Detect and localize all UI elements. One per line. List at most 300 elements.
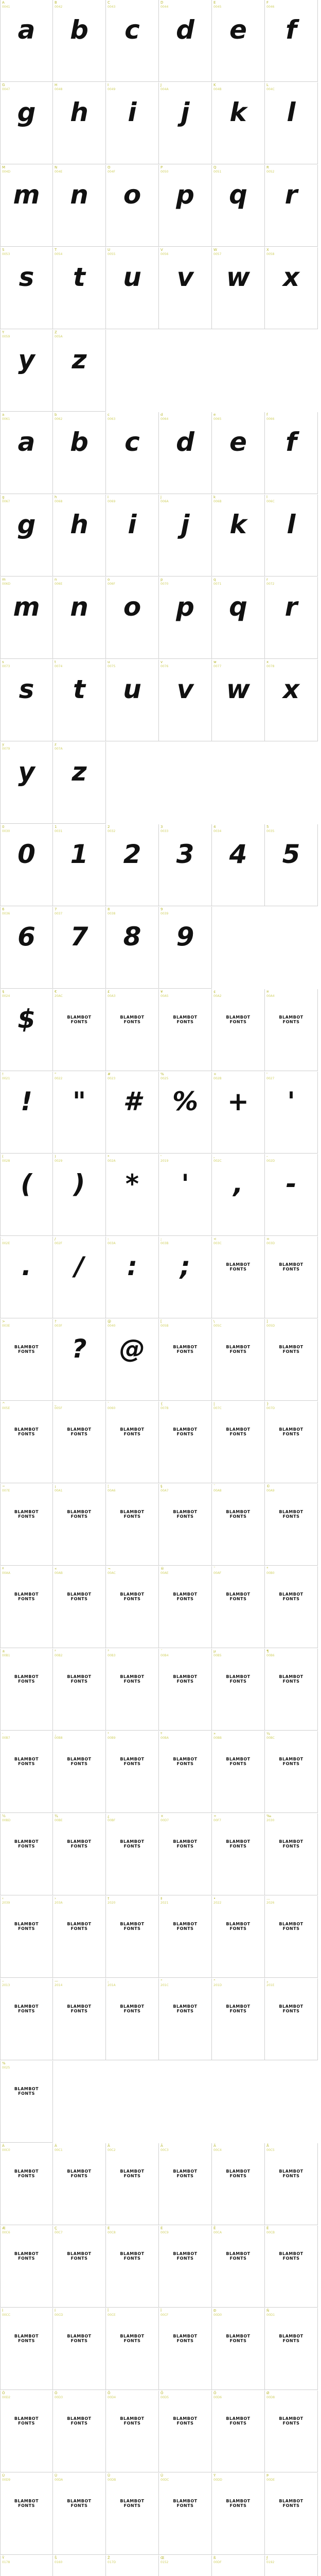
placeholder-logo-line: BLAMBOT bbox=[279, 2004, 304, 2009]
glyph-sample: 0 bbox=[17, 839, 35, 869]
glyph-cell bbox=[53, 1072, 106, 1154]
glyph-cell bbox=[159, 2391, 212, 2472]
glyph-codepoint: 0037 bbox=[55, 912, 63, 916]
placeholder-logo-line: FONTS bbox=[229, 1349, 247, 1354]
placeholder-logo-line: BLAMBOT bbox=[173, 2416, 198, 2421]
glyph-codepoint: 0022 bbox=[55, 1077, 63, 1080]
glyph-codepoint: 0042 bbox=[55, 5, 63, 9]
glyph-cell bbox=[265, 1072, 318, 1154]
glyph-label: ( bbox=[2, 1155, 4, 1159]
placeholder-logo bbox=[53, 1922, 105, 1931]
placeholder-logo-line: FONTS bbox=[123, 2009, 141, 2013]
glyph-cell bbox=[159, 1319, 212, 1401]
placeholder-logo-line: BLAMBOT bbox=[226, 2169, 251, 2174]
glyph-cell bbox=[265, 165, 318, 247]
glyph-cell bbox=[265, 1649, 318, 1731]
glyph-cell bbox=[265, 1814, 318, 1895]
glyph-cell bbox=[106, 82, 159, 164]
glyph-cell bbox=[106, 2143, 159, 2225]
glyph-label: ¡ bbox=[55, 1484, 56, 1488]
placeholder-logo bbox=[53, 2169, 105, 2178]
glyph-cell bbox=[159, 577, 212, 659]
glyph-cell bbox=[159, 2226, 212, 2308]
glyph-codepoint: 201A bbox=[108, 1984, 116, 1987]
glyph-cell bbox=[53, 1814, 106, 1895]
glyph-row bbox=[0, 495, 321, 577]
glyph-cell bbox=[0, 0, 53, 82]
placeholder-logo bbox=[53, 1427, 105, 1436]
glyph-cell bbox=[159, 247, 212, 329]
glyph-label: É bbox=[160, 2226, 163, 2230]
placeholder-logo-line: FONTS bbox=[282, 1267, 300, 1272]
glyph-codepoint: 00C3 bbox=[160, 2148, 169, 2152]
placeholder-logo-line: FONTS bbox=[123, 2338, 141, 2343]
glyph-label: Þ bbox=[266, 2473, 269, 2478]
glyph-codepoint: 00DB bbox=[108, 2478, 116, 2482]
glyph-codepoint: 00CE bbox=[108, 2313, 116, 2317]
glyph-codepoint: 0059 bbox=[2, 335, 10, 338]
glyph-sample: s bbox=[19, 674, 34, 704]
glyph-codepoint: 00BC bbox=[266, 1736, 275, 1740]
placeholder-logo bbox=[265, 1345, 317, 1354]
placeholder-logo-line: BLAMBOT bbox=[279, 1922, 304, 1926]
glyph-label: Ù bbox=[2, 2473, 5, 2478]
glyph-sample: ! bbox=[21, 1087, 32, 1116]
placeholder-logo bbox=[212, 1345, 264, 1354]
glyph-cell bbox=[265, 0, 318, 82]
glyph-sample: t bbox=[73, 674, 85, 704]
placeholder-logo-line: BLAMBOT bbox=[67, 1510, 92, 1514]
glyph-label: Ë bbox=[266, 2226, 269, 2230]
placeholder-logo bbox=[106, 1674, 158, 1684]
glyph-codepoint: 003F bbox=[55, 1324, 62, 1328]
glyph-label: " bbox=[55, 1072, 57, 1076]
glyph-label: E bbox=[213, 1, 216, 5]
glyph-label: ¦ bbox=[108, 1484, 109, 1488]
glyph-cell bbox=[159, 1566, 212, 1648]
glyph-label: a bbox=[2, 413, 5, 417]
glyph-sample: ; bbox=[180, 1251, 190, 1281]
glyph-sample: o bbox=[123, 592, 141, 622]
glyph-label: } bbox=[266, 1402, 269, 1406]
placeholder-logo bbox=[265, 1839, 317, 1849]
glyph-label: ƒ bbox=[266, 2556, 268, 2560]
placeholder-logo-line: FONTS bbox=[176, 1844, 194, 1849]
glyph-sample: x bbox=[282, 674, 300, 704]
placeholder-logo bbox=[159, 1757, 211, 1766]
glyph-codepoint: 003B bbox=[160, 1242, 169, 1245]
placeholder-logo bbox=[265, 2416, 317, 2426]
glyph-label: ¢ bbox=[213, 990, 216, 994]
glyph-codepoint: 00D8 bbox=[266, 2396, 275, 2399]
glyph-codepoint: 0055 bbox=[108, 252, 116, 256]
placeholder-logo-line: BLAMBOT bbox=[14, 1839, 39, 1844]
placeholder-logo bbox=[212, 2499, 264, 2508]
glyph-sample: + bbox=[227, 1087, 249, 1116]
placeholder-logo bbox=[159, 2169, 211, 2178]
placeholder-logo-line: FONTS bbox=[18, 1597, 35, 1601]
placeholder-logo-line: BLAMBOT bbox=[14, 2334, 39, 2338]
glyph-codepoint: 0071 bbox=[213, 582, 222, 586]
glyph-label: Ð bbox=[213, 2309, 217, 2313]
glyph-cell bbox=[0, 495, 53, 577]
glyph-codepoint: 0079 bbox=[2, 747, 10, 751]
glyph-sample: 8 bbox=[123, 922, 141, 952]
glyph-codepoint: 0072 bbox=[266, 582, 275, 586]
glyph-codepoint: 007A bbox=[55, 747, 63, 751]
glyph-label: — bbox=[55, 1979, 58, 1983]
glyph-codepoint: 00D9 bbox=[2, 2478, 11, 2482]
glyph-label: Ã bbox=[160, 2144, 163, 2148]
glyph-label: m bbox=[2, 578, 6, 582]
placeholder-logo-line: BLAMBOT bbox=[67, 2251, 92, 2256]
glyph-cell bbox=[106, 1319, 159, 1401]
placeholder-logo-line: BLAMBOT bbox=[67, 1674, 92, 1679]
glyph-label: : bbox=[108, 1237, 109, 1241]
placeholder-logo-line: FONTS bbox=[18, 2174, 35, 2178]
glyph-label: ± bbox=[2, 1649, 5, 1653]
placeholder-logo-line: BLAMBOT bbox=[120, 1839, 145, 1844]
glyph-label: 9 bbox=[160, 907, 163, 911]
glyph-row bbox=[0, 659, 321, 742]
glyph-codepoint: 00C4 bbox=[213, 2148, 222, 2152]
glyph-sample: . bbox=[22, 1251, 31, 1281]
glyph-codepoint: 002C bbox=[213, 1159, 222, 1163]
glyph-sample: u bbox=[123, 262, 141, 292]
glyph-codepoint: 005E bbox=[2, 1406, 10, 1410]
glyph-row bbox=[0, 330, 321, 412]
glyph-label: ) bbox=[55, 1155, 56, 1159]
placeholder-logo-line: FONTS bbox=[70, 1432, 88, 1436]
glyph-label: H bbox=[55, 83, 58, 87]
glyph-codepoint: 00BB bbox=[213, 1736, 222, 1740]
glyph-cell bbox=[106, 247, 159, 329]
glyph-sample: @ bbox=[119, 1334, 145, 1364]
glyph-cell bbox=[159, 1896, 212, 1978]
glyph-codepoint: 00AE bbox=[160, 1571, 169, 1575]
glyph-cell bbox=[0, 2308, 53, 2390]
glyph-label: Õ bbox=[160, 2391, 164, 2395]
glyph-row bbox=[0, 1566, 321, 1649]
glyph-cell bbox=[106, 0, 159, 82]
placeholder-logo bbox=[159, 1592, 211, 1601]
glyph-label: Ú bbox=[55, 2473, 58, 2478]
glyph-label: ^ bbox=[2, 1402, 5, 1406]
placeholder-logo bbox=[1, 1674, 52, 1684]
placeholder-logo-line: FONTS bbox=[123, 2174, 141, 2178]
glyph-cell bbox=[265, 2555, 318, 2576]
glyph-sample: h bbox=[70, 510, 88, 539]
glyph-label: • bbox=[213, 1896, 216, 1901]
glyph-sample: c bbox=[124, 427, 140, 457]
glyph-label: 3 bbox=[160, 825, 163, 829]
glyph-cell bbox=[212, 2226, 265, 2308]
placeholder-logo bbox=[1, 2499, 52, 2508]
glyph-sample: y bbox=[18, 345, 35, 375]
glyph-cell bbox=[212, 247, 265, 329]
glyph-sample: h bbox=[70, 97, 88, 127]
placeholder-logo bbox=[159, 2251, 211, 2261]
placeholder-logo-line: FONTS bbox=[282, 1597, 300, 1601]
glyph-row bbox=[0, 82, 321, 165]
placeholder-logo-line: FONTS bbox=[18, 2009, 35, 2013]
glyph-cell bbox=[265, 2226, 318, 2308]
glyph-cell bbox=[53, 412, 106, 494]
glyph-cell bbox=[212, 1731, 265, 1813]
glyph-cell bbox=[265, 659, 318, 741]
placeholder-logo-line: BLAMBOT bbox=[279, 1839, 304, 1844]
glyph-cell bbox=[53, 82, 106, 164]
glyph-label: ' bbox=[160, 1155, 162, 1159]
glyph-cell bbox=[53, 2143, 106, 2225]
placeholder-logo-line: FONTS bbox=[123, 2503, 141, 2508]
glyph-codepoint: 0065 bbox=[213, 417, 222, 421]
glyph-label: A bbox=[2, 1, 5, 5]
placeholder-logo-line: BLAMBOT bbox=[173, 2499, 198, 2503]
glyph-codepoint: 006D bbox=[2, 582, 11, 586]
glyph-label: b bbox=[55, 413, 57, 417]
placeholder-logo bbox=[106, 1839, 158, 1849]
glyph-label: × bbox=[160, 1814, 164, 1818]
placeholder-logo bbox=[1, 1510, 52, 1519]
glyph-row bbox=[0, 247, 321, 330]
glyph-label: ³ bbox=[108, 1649, 109, 1653]
glyph-row bbox=[0, 165, 321, 247]
placeholder-logo bbox=[159, 1839, 211, 1849]
placeholder-logo bbox=[265, 1262, 317, 1272]
glyph-label: ¥ bbox=[160, 990, 163, 994]
placeholder-logo-line: FONTS bbox=[176, 1514, 194, 1519]
glyph-cell bbox=[0, 824, 53, 906]
placeholder-logo-line: BLAMBOT bbox=[120, 1757, 145, 1761]
glyph-codepoint: 0064 bbox=[160, 417, 169, 421]
glyph-label: 0 bbox=[2, 825, 5, 829]
glyph-label: ‹ bbox=[2, 1896, 4, 1901]
glyph-label: l bbox=[266, 495, 268, 499]
glyph-codepoint: 0032 bbox=[108, 829, 116, 833]
glyph-sample: d bbox=[176, 15, 194, 45]
glyph-sample: r bbox=[284, 592, 298, 622]
placeholder-logo-line: BLAMBOT bbox=[173, 1757, 198, 1761]
glyph-codepoint: 007E bbox=[2, 1489, 10, 1493]
placeholder-logo bbox=[159, 1510, 211, 1519]
glyph-sample: ' bbox=[181, 1169, 189, 1199]
glyph-label: ‚ bbox=[108, 1979, 109, 1983]
glyph-codepoint: 006B bbox=[213, 500, 222, 503]
placeholder-logo-line: FONTS bbox=[282, 2256, 300, 2261]
glyph-cell bbox=[53, 0, 106, 82]
glyph-label: Š bbox=[55, 2556, 57, 2560]
placeholder-logo-line: FONTS bbox=[176, 1020, 194, 1024]
glyph-cell bbox=[212, 412, 265, 494]
glyph-label: X bbox=[266, 248, 269, 252]
placeholder-logo-line: BLAMBOT bbox=[279, 1345, 304, 1349]
placeholder-logo-line: BLAMBOT bbox=[14, 2416, 39, 2421]
placeholder-logo-line: FONTS bbox=[176, 2503, 194, 2508]
glyph-codepoint: 00B7 bbox=[2, 1736, 10, 1740]
placeholder-logo-line: BLAMBOT bbox=[226, 2416, 251, 2421]
placeholder-logo bbox=[212, 2251, 264, 2261]
glyph-cell bbox=[106, 1731, 159, 1813]
placeholder-logo-line: BLAMBOT bbox=[173, 1592, 198, 1597]
glyph-codepoint: 0031 bbox=[55, 829, 63, 833]
glyph-cell bbox=[106, 1649, 159, 1731]
placeholder-logo-line: FONTS bbox=[282, 2174, 300, 2178]
glyph-cell bbox=[0, 1566, 53, 1648]
placeholder-logo bbox=[106, 2334, 158, 2343]
placeholder-logo-line: FONTS bbox=[70, 1761, 88, 1766]
glyph-label: { bbox=[160, 1402, 163, 1406]
placeholder-logo-line: FONTS bbox=[229, 1597, 247, 1601]
glyph-label: \ bbox=[213, 1319, 215, 1324]
glyph-label: Ô bbox=[108, 2391, 111, 2395]
glyph-label: s bbox=[2, 660, 4, 664]
glyph-codepoint: 00B1 bbox=[2, 1654, 10, 1657]
glyph-codepoint: 0192 bbox=[266, 2561, 275, 2564]
glyph-label: 6 bbox=[2, 907, 5, 911]
glyph-codepoint: 0078 bbox=[266, 665, 275, 668]
glyph-codepoint: 007B bbox=[160, 1406, 169, 1410]
glyph-sample: % bbox=[172, 1087, 199, 1116]
glyph-row bbox=[0, 1484, 321, 1566]
glyph-sample: : bbox=[127, 1251, 137, 1281]
glyph-sample: ( bbox=[21, 1169, 32, 1199]
glyph-sample: 1 bbox=[70, 839, 88, 869]
glyph-codepoint: 006E bbox=[55, 582, 63, 586]
glyph-label: F bbox=[266, 1, 269, 5]
glyph-label: g bbox=[2, 495, 5, 499]
glyph-codepoint: 00BA bbox=[160, 1736, 169, 1740]
glyph-label: i bbox=[108, 495, 109, 499]
glyph-cell bbox=[106, 165, 159, 247]
placeholder-logo-line: FONTS bbox=[282, 1349, 300, 1354]
placeholder-logo-line: FONTS bbox=[176, 2256, 194, 2261]
placeholder-logo-line: FONTS bbox=[18, 2091, 35, 2096]
placeholder-logo-line: FONTS bbox=[176, 1349, 194, 1354]
placeholder-logo-line: BLAMBOT bbox=[226, 1674, 251, 1679]
glyph-label: R bbox=[266, 165, 269, 170]
glyph-label: ! bbox=[2, 1072, 4, 1076]
glyph-codepoint: 00A4 bbox=[266, 994, 275, 998]
glyph-codepoint: 00C9 bbox=[160, 2231, 169, 2234]
glyph-codepoint: 0073 bbox=[2, 665, 10, 668]
glyph-cell bbox=[212, 2473, 265, 2555]
glyph-codepoint: 00B8 bbox=[55, 1736, 63, 1740]
glyph-cell bbox=[159, 907, 212, 989]
placeholder-logo-line: FONTS bbox=[70, 2256, 88, 2261]
placeholder-logo bbox=[53, 2004, 105, 2013]
placeholder-logo bbox=[159, 2334, 211, 2343]
glyph-label: ¸ bbox=[55, 1732, 57, 1736]
placeholder-logo-line: BLAMBOT bbox=[14, 1757, 39, 1761]
placeholder-logo bbox=[265, 2334, 317, 2343]
glyph-cell bbox=[0, 1154, 53, 1236]
glyph-label: ” bbox=[213, 1979, 216, 1983]
glyph-row bbox=[0, 1236, 321, 1319]
glyph-cell bbox=[53, 2226, 106, 2308]
glyph-cell bbox=[159, 2473, 212, 2555]
glyph-codepoint: 006A bbox=[160, 500, 169, 503]
glyph-codepoint: 004E bbox=[55, 170, 63, 174]
glyph-label: @ bbox=[108, 1319, 111, 1324]
placeholder-logo-line: FONTS bbox=[229, 1514, 247, 1519]
placeholder-logo-line: FONTS bbox=[70, 2009, 88, 2013]
glyph-codepoint: 007D bbox=[266, 1406, 275, 1410]
glyph-label: ` bbox=[108, 1402, 110, 1406]
placeholder-logo-line: BLAMBOT bbox=[226, 2251, 251, 2256]
placeholder-logo-line: FONTS bbox=[123, 1020, 141, 1024]
glyph-codepoint: 002D bbox=[266, 1159, 275, 1163]
placeholder-logo-line: BLAMBOT bbox=[173, 1345, 198, 1349]
glyph-cell bbox=[106, 2473, 159, 2555]
glyph-sample: g bbox=[17, 97, 36, 127]
glyph-codepoint: 00C0 bbox=[2, 2148, 10, 2152]
glyph-cell bbox=[212, 2555, 265, 2576]
glyph-sample: l bbox=[287, 510, 296, 539]
glyph-codepoint: 00BD bbox=[2, 1819, 11, 1822]
glyph-sample: g bbox=[17, 510, 36, 539]
glyph-cell bbox=[159, 2555, 212, 2576]
placeholder-logo bbox=[53, 2251, 105, 2261]
glyph-label: Ÿ bbox=[2, 2556, 5, 2560]
placeholder-logo-line: FONTS bbox=[123, 1597, 141, 1601]
glyph-row bbox=[0, 2226, 321, 2308]
placeholder-logo-line: FONTS bbox=[176, 1926, 194, 1931]
glyph-label: Í bbox=[55, 2309, 56, 2313]
glyph-label: < bbox=[213, 1237, 217, 1241]
placeholder-logo-line: FONTS bbox=[70, 2174, 88, 2178]
glyph-cell bbox=[212, 1401, 265, 1483]
glyph-cell bbox=[212, 0, 265, 82]
glyph-codepoint: 2013 bbox=[2, 1984, 10, 1987]
glyph-codepoint: 00DF bbox=[213, 2561, 222, 2564]
glyph-cell bbox=[106, 659, 159, 741]
glyph-label: . bbox=[2, 1237, 4, 1241]
glyph-codepoint: 0025 bbox=[2, 2066, 10, 2070]
glyph-cell bbox=[106, 1566, 159, 1648]
glyph-label: N bbox=[55, 165, 58, 170]
placeholder-logo-line: BLAMBOT bbox=[279, 2416, 304, 2421]
glyph-cell bbox=[106, 1896, 159, 1978]
placeholder-logo-line: FONTS bbox=[229, 1926, 247, 1931]
glyph-cell bbox=[53, 330, 106, 412]
glyph-codepoint: 0076 bbox=[160, 665, 169, 668]
placeholder-logo bbox=[106, 1510, 158, 1519]
glyph-label: x bbox=[266, 660, 269, 664]
placeholder-logo bbox=[1, 1757, 52, 1766]
glyph-row bbox=[0, 2555, 321, 2576]
placeholder-logo-line: BLAMBOT bbox=[173, 1674, 198, 1679]
glyph-codepoint: 0035 bbox=[266, 829, 275, 833]
glyph-cell bbox=[106, 2391, 159, 2472]
placeholder-logo-line: BLAMBOT bbox=[226, 2004, 251, 2009]
placeholder-logo bbox=[212, 1674, 264, 1684]
glyph-cell bbox=[159, 1978, 212, 2060]
placeholder-logo-line: FONTS bbox=[282, 1432, 300, 1436]
glyph-codepoint: 0068 bbox=[55, 500, 63, 503]
glyph-cell bbox=[159, 165, 212, 247]
glyph-cell bbox=[0, 165, 53, 247]
glyph-label: – bbox=[2, 1979, 4, 1983]
placeholder-logo-line: BLAMBOT bbox=[120, 2169, 145, 2174]
glyph-label: › bbox=[55, 1896, 56, 1901]
glyph-cell bbox=[106, 2555, 159, 2576]
glyph-codepoint: 002E bbox=[2, 1242, 10, 1245]
placeholder-logo bbox=[265, 1015, 317, 1024]
glyph-sample: m bbox=[13, 592, 40, 622]
glyph-label: % bbox=[2, 2061, 6, 2065]
glyph-label: È bbox=[108, 2226, 110, 2230]
